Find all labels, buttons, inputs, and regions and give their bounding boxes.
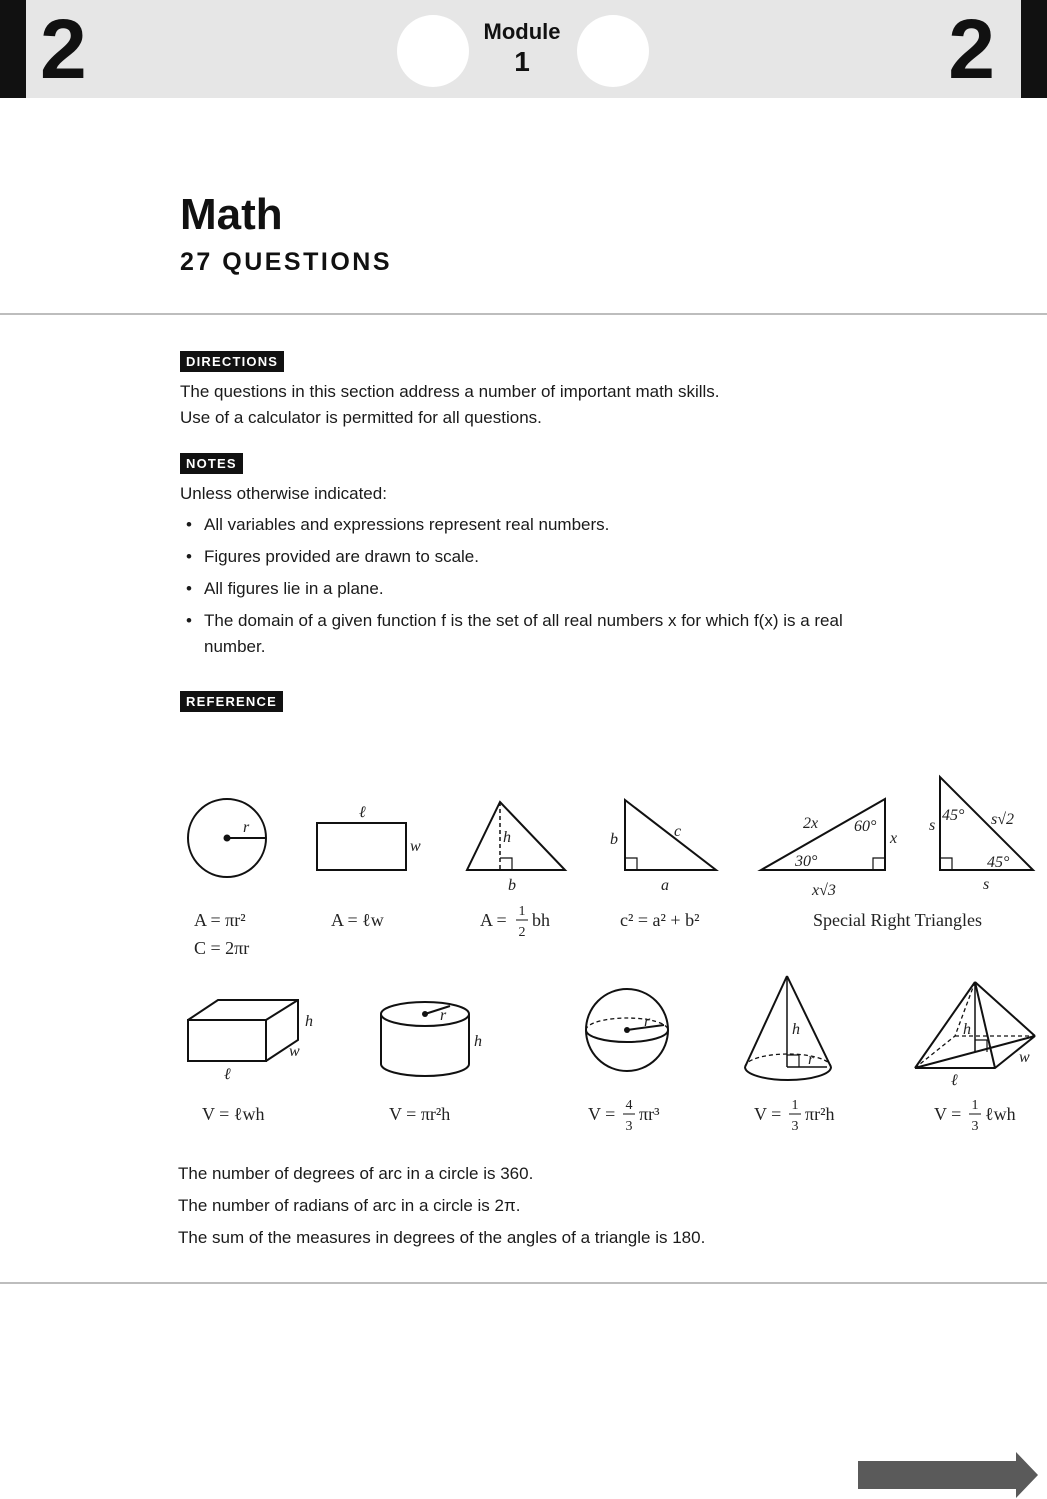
label-cone-h: h xyxy=(792,1021,800,1038)
label-pyr-w: w xyxy=(1019,1049,1030,1066)
formula-sphere-rhs: πr³ xyxy=(639,1104,660,1124)
label-t30-x: x xyxy=(890,830,898,847)
label-circle-r: r xyxy=(243,819,250,836)
formula-sphere-denominator: 3 xyxy=(625,1119,633,1134)
label-t45-45b: 45° xyxy=(987,854,1010,871)
formula-rectangle-area: A = ℓw xyxy=(331,910,384,930)
label-sph-r: r xyxy=(644,1013,651,1030)
next-arrow-icon[interactable] xyxy=(858,1452,1040,1498)
directions-tag: DIRECTIONS xyxy=(180,351,284,372)
label-rect-w: w xyxy=(410,838,421,855)
module-indicator xyxy=(462,18,582,78)
label-t30-xr3: x√3 xyxy=(812,882,836,899)
formula-cone-denominator: 3 xyxy=(791,1119,799,1134)
formula-cylinder-volume: V = πr²h xyxy=(389,1104,451,1124)
cone-figure xyxy=(745,976,831,1080)
pyramid-figure xyxy=(915,982,1035,1068)
label-rect-l: ℓ xyxy=(359,804,366,821)
formula-circle-area: A = πr² xyxy=(194,910,246,930)
module-number: 1 xyxy=(514,46,530,77)
header-circle-right xyxy=(577,15,649,87)
label-t45-s: s xyxy=(929,817,936,834)
reference-facts xyxy=(178,1158,705,1254)
label-cyl-h: h xyxy=(474,1033,482,1050)
label-t45-sr2: s√2 xyxy=(991,811,1015,828)
header-right-block xyxy=(1021,0,1047,98)
formula-cone-rhs: πr²h xyxy=(805,1104,835,1124)
label-tri-b: b xyxy=(508,877,516,894)
box-figure xyxy=(188,1000,298,1061)
note-item: • All figures lie in a plane. xyxy=(180,576,880,602)
label-rt-b: b xyxy=(610,831,618,848)
reference-tag: REFERENCE xyxy=(180,691,283,712)
label-rt-c: c xyxy=(674,823,682,840)
label-t45-sb: s xyxy=(983,876,990,893)
label-pyr-l: ℓ xyxy=(951,1072,958,1089)
directions-line-1: The questions in this section address a number of important math skills. xyxy=(180,382,720,401)
reference-figures xyxy=(0,740,1047,1150)
header-circle-left xyxy=(397,15,469,87)
module-label: Module xyxy=(483,19,561,44)
divider-bottom xyxy=(0,1282,1047,1284)
formula-pyramid-rhs: ℓwh xyxy=(985,1104,1016,1124)
formula-cone-lhs: V = xyxy=(754,1104,782,1124)
formula-pythagorean: c² = a² + b² xyxy=(620,910,700,930)
header-left-block xyxy=(0,0,26,98)
notes-intro: Unless otherwise indicated: xyxy=(180,484,387,503)
question-count: 27 QUESTIONS xyxy=(180,248,392,276)
fact-line: The number of radians of arc in a circle is 2π. xyxy=(178,1196,521,1215)
note-item: • Figures provided are drawn to scale. xyxy=(180,544,880,570)
label-box-w: w xyxy=(289,1043,300,1060)
fact-line: The sum of the measures in degrees of the angles of a triangle is 180. xyxy=(178,1228,706,1247)
rectangle-figure xyxy=(317,823,406,870)
triangle-figure xyxy=(467,802,565,870)
directions-line-2: Use of a calculator is permitted for all questions. xyxy=(180,408,542,427)
label-cone-r: r xyxy=(808,1051,815,1068)
fact-line: The number of degrees of arc in a circle is 360. xyxy=(178,1164,534,1183)
section-number-left: 2 xyxy=(40,2,87,96)
note-item: • The domain of a given function f is the set of all real numbers x for which f(x) is a real number. xyxy=(180,608,854,660)
label-cyl-r: r xyxy=(440,1007,447,1024)
divider-top xyxy=(0,313,1047,315)
label-box-l: ℓ xyxy=(224,1066,231,1083)
label-pyr-h: h xyxy=(963,1021,971,1038)
formula-triangle-denominator: 2 xyxy=(518,925,526,940)
notes-list xyxy=(180,512,880,666)
formula-pyramid-denominator: 3 xyxy=(971,1119,979,1134)
label-t30-60: 60° xyxy=(854,818,877,835)
label-t30-30: 30° xyxy=(795,853,818,870)
right-triangle-figure xyxy=(625,800,716,870)
formula-triangle-lhs: A = xyxy=(480,910,507,930)
label-t30-2x: 2x xyxy=(803,815,819,832)
formula-circle-circumference: C = 2πr xyxy=(194,938,250,958)
formula-cone-numerator: 1 xyxy=(791,1098,799,1113)
formula-box-volume: V = ℓwh xyxy=(202,1104,265,1124)
special-right-triangles-label: Special Right Triangles xyxy=(813,910,983,930)
note-item: • All variables and expressions represent real numbers. xyxy=(180,512,880,538)
formula-triangle-numerator: 1 xyxy=(518,904,526,919)
label-t45-45a: 45° xyxy=(942,807,965,824)
label-tri-h: h xyxy=(503,829,511,846)
header-bar xyxy=(0,0,1047,98)
page-title: Math xyxy=(180,190,283,239)
label-rt-a: a xyxy=(661,877,669,894)
formula-pyramid-numerator: 1 xyxy=(971,1098,979,1113)
formula-sphere-lhs: V = xyxy=(588,1104,616,1124)
label-box-h: h xyxy=(305,1013,313,1030)
formula-sphere-numerator: 4 xyxy=(625,1098,633,1113)
section-number-right: 2 xyxy=(948,2,995,96)
formula-triangle-rhs: bh xyxy=(532,910,550,930)
notes-tag: NOTES xyxy=(180,453,243,474)
formula-pyramid-lhs: V = xyxy=(934,1104,962,1124)
